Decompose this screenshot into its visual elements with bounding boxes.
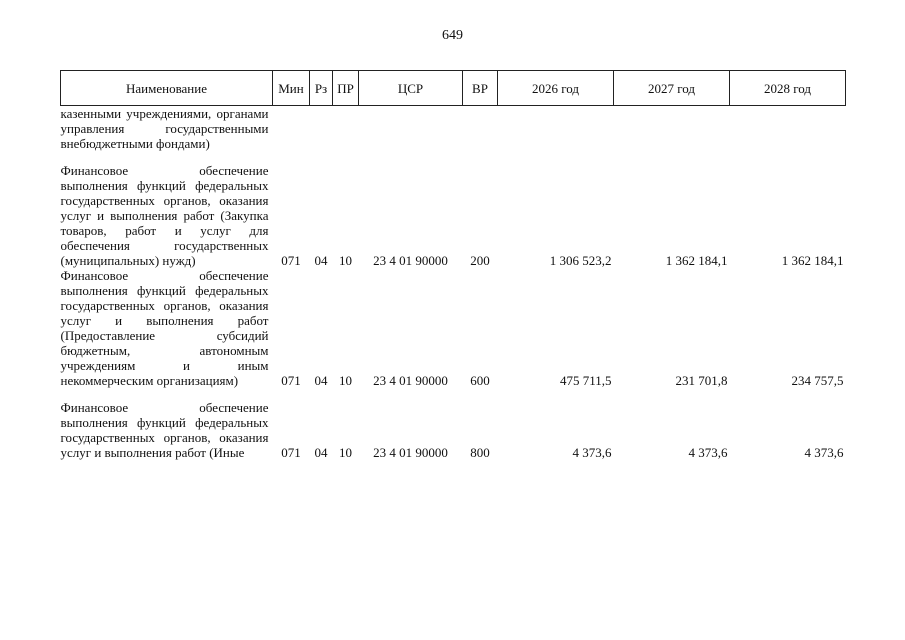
row-vr: 200 [470,253,490,268]
table-header [61,71,846,106]
row-pr: 10 [339,445,352,460]
row-rz: 04 [314,253,328,268]
table-row [61,400,846,460]
row-2026 [498,106,614,152]
table-row [61,106,846,152]
header-vr: ВР [463,71,498,106]
row-pr [333,106,359,152]
header-2028: 2028 год [730,71,846,106]
row-vr: 600 [470,373,490,388]
header-2027: 2027 год [614,71,730,106]
header-min: Мин [273,71,310,106]
row-min: 071 [281,445,301,460]
budget-table-container [60,70,845,460]
row-2028: 234 757,5 [791,373,844,388]
row-vr: 800 [470,445,490,460]
header-name: Наименование [61,71,273,106]
row-2027: 231 701,8 [675,373,728,388]
budget-table [60,70,846,460]
row-rz: 04 [314,373,328,388]
row-name: Финансовое обеспечение выполнения функций федеральных государственных органов, оказания услуг и выполнения работ (Закупка товаров, работ и услуг для обеспечения государственных (муниципальных) нужд) [60,163,269,268]
row-csr [359,106,463,152]
row-csr: 23 4 01 90000 [373,253,448,268]
row-vr [463,106,498,152]
table-row [61,268,846,388]
table-body [61,106,846,461]
row-csr: 23 4 01 90000 [373,445,448,460]
row-min [273,106,310,152]
row-min: 071 [281,253,301,268]
row-2026: 1 306 523,2 [549,253,612,268]
page-number: 649 [442,28,463,43]
row-2028 [730,106,846,152]
row-rz: 04 [314,445,328,460]
row-spacer [61,151,846,163]
header-row [61,71,846,106]
row-name: казенными учреждениями, органами управления государственными внебюджетными фондами) [60,106,269,151]
table-row [61,163,846,268]
row-pr: 10 [339,253,352,268]
row-2028: 4 373,6 [804,445,844,460]
header-2026: 2026 год [498,71,614,106]
row-2028: 1 362 184,1 [781,253,844,268]
row-spacer [61,388,846,400]
header-rz: Рз [310,71,333,106]
row-csr: 23 4 01 90000 [373,373,448,388]
row-name: Финансовое обеспечение выполнения функций федеральных государственных органов, оказания услуг и выполнения работ (Иные [60,400,269,460]
header-pr: ПР [333,71,359,106]
row-2027 [614,106,730,152]
row-min: 071 [281,373,301,388]
row-2026: 4 373,6 [572,445,612,460]
row-2027: 4 373,6 [688,445,728,460]
row-pr: 10 [339,373,352,388]
row-2026: 475 711,5 [559,373,612,388]
row-2027: 1 362 184,1 [665,253,728,268]
header-csr: ЦСР [359,71,463,106]
row-rz [310,106,333,152]
row-name: Финансовое обеспечение выполнения функций федеральных государственных органов, оказания услуг и выполнения работ (Предоставление субсидий бюджетным, автономным учреждениям и иным некоммерческим организациям) [60,268,269,388]
